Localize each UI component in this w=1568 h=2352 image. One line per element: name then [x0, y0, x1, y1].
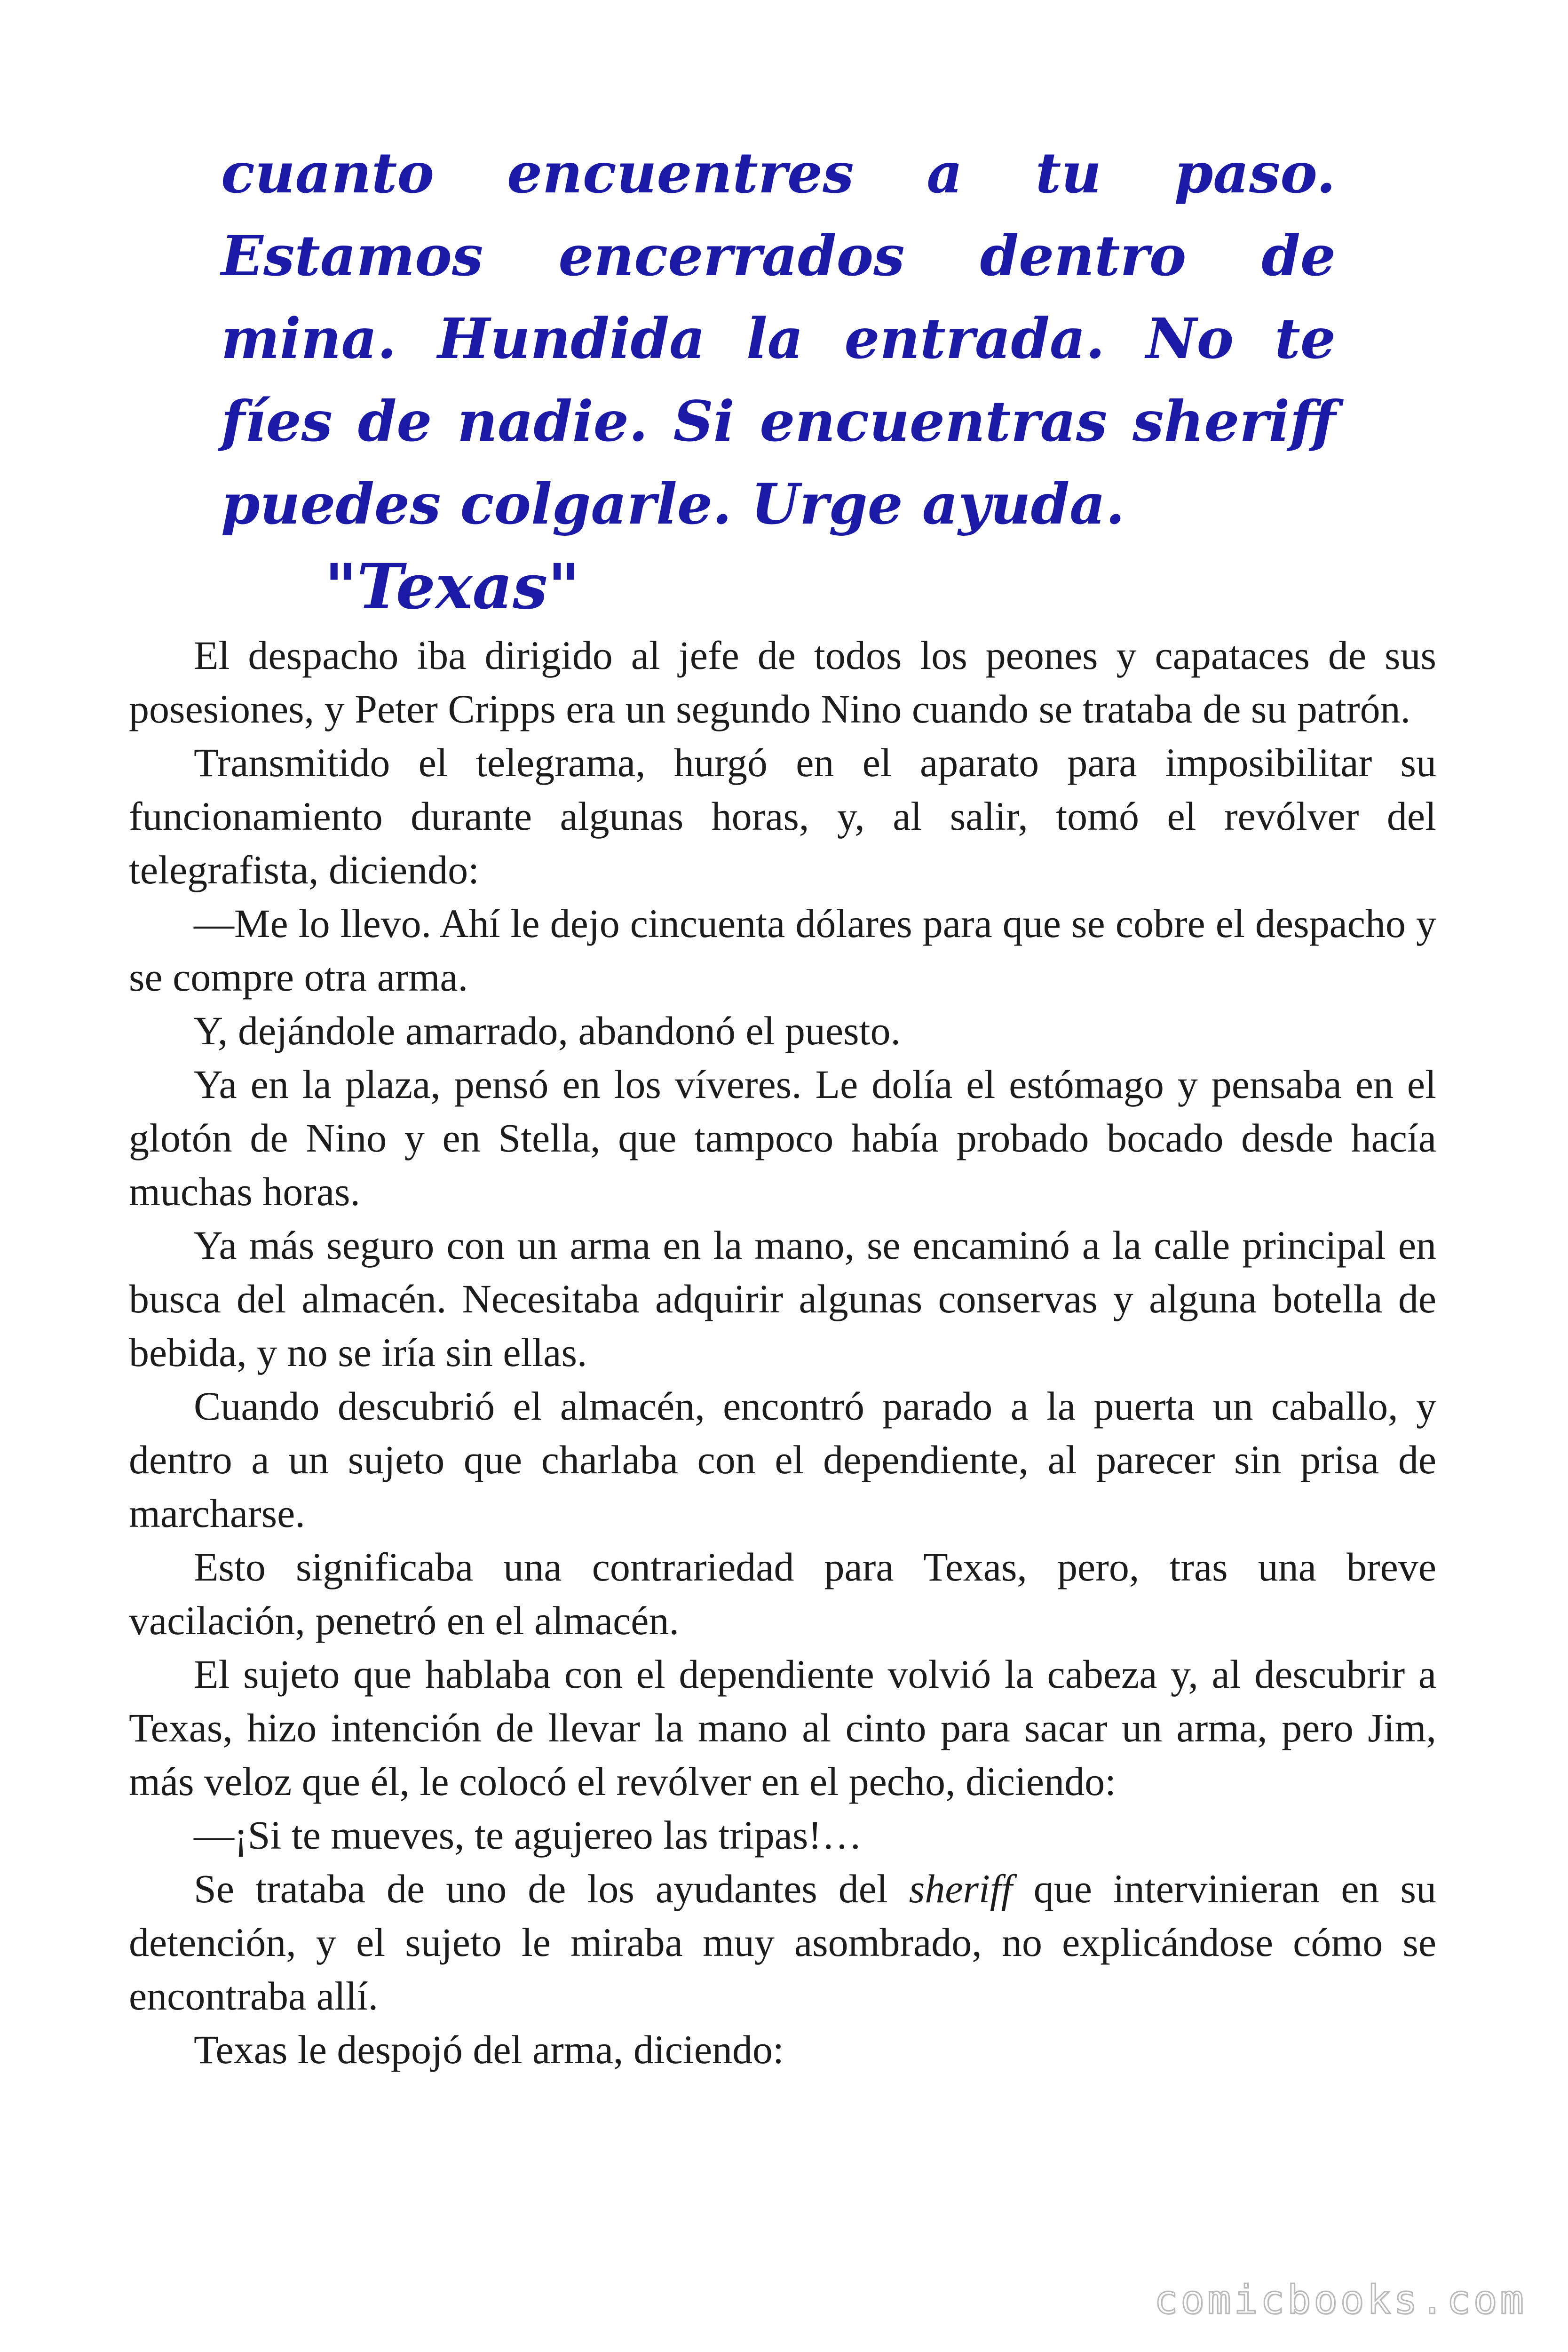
paragraph: El despacho iba dirigido al jefe de todos los peones y capataces de sus posesiones, y Peter Cripps era un segundo Nino cuando se trataba de su patrón.	[129, 633, 1436, 731]
body-text	[129, 628, 1436, 2076]
telegram-signature: "Texas"	[325, 550, 580, 623]
paragraph: El sujeto que hablaba con el dependiente volvió la cabeza y, al descubrir a Texas, hizo intención de llevar la mano al cinto para sacar un arma, pero Jim, más veloz que él, le colocó el revólver en el pecho, diciendo:	[129, 1652, 1436, 1804]
telegram-message	[221, 132, 1336, 628]
paragraph-sheriff	[129, 1862, 1436, 2023]
paragraph: Transmitido el telegrama, hurgó en el aparato para imposibilitar su funcionamiento durante algunas horas, y, al salir, tomó el revólver del telegrafista, diciendo:	[129, 740, 1436, 892]
paragraph: Ya más seguro con un arma en la mano, se encaminó a la calle principal en busca del almacén. Necesitaba adquirir algunas conservas y alguna botella de bebida, y no se iría sin ellas.	[129, 1223, 1436, 1375]
paragraph-sheriff-before: Se trataba de uno de los ayudantes del	[194, 1866, 909, 1911]
paragraph: Esto significaba una contrariedad para Texas, pero, tras una breve vacilación, penetró en el almacén.	[129, 1544, 1436, 1643]
paragraph: —Me lo llevo. Ahí le dejo cincuenta dólares para que se cobre el despacho y se compre otra arma.	[129, 901, 1436, 1000]
paragraph: —¡Si te mueves, te agujereo las tripas!…	[194, 1812, 862, 1858]
paragraph-sheriff-after: que intervinieran en su detención, y el sujeto le miraba muy asombrado, no explicándose cómo se encontraba allí.	[129, 1866, 1436, 2018]
watermark: comicbooks.com	[1154, 2277, 1527, 2323]
paragraph: Y, dejándole amarrado, abandonó el puesto.	[194, 1008, 901, 1053]
sheriff-emphasis: sheriff	[909, 1866, 1013, 1911]
paragraph: Ya en la plaza, pensó en los víveres. Le dolía el estómago y pensaba en el glotón de Nino y en Stella, que tampoco había probado bocado desde hacía muchas horas.	[129, 1062, 1436, 1214]
telegram-text: cuanto encuentres a tu paso. Estamos encerrados dentro de mina. Hundida la entrada. No te fíes de nadie. Si encuentras sheriff puedes colgarle. Urge ayuda.	[221, 140, 1336, 537]
paragraph-last: Texas le despojó del arma, diciendo:	[194, 2027, 784, 2072]
paragraph: Cuando descubrió el almacén, encontró parado a la puerta un caballo, y dentro a un sujeto que charlaba con el dependiente, al parecer sin prisa de marcharse.	[129, 1383, 1436, 1536]
